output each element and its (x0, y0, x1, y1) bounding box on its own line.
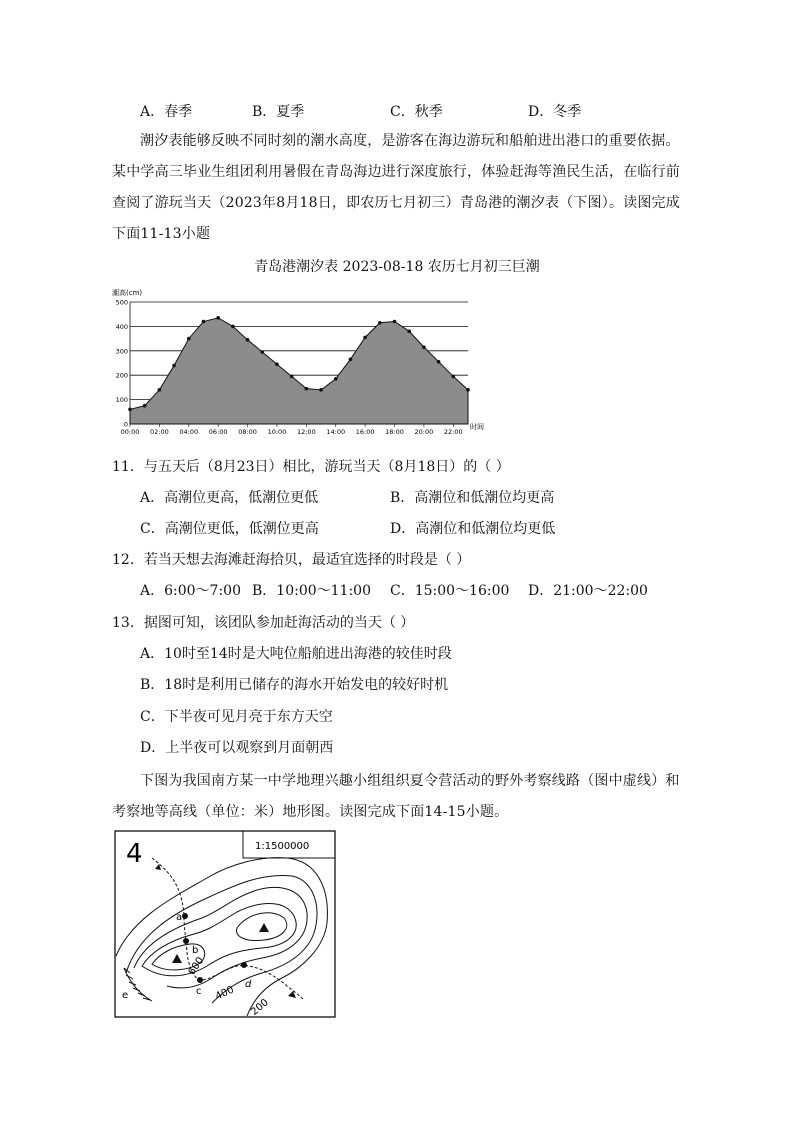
q11-option-c: C．高潮位更低，低潮位更高 (140, 521, 319, 537)
tide-point (319, 388, 323, 392)
y-axis-ticks (116, 299, 128, 429)
q11-option-a: A．高潮位更高，低潮位更低 (140, 490, 319, 506)
x-tick-label: 04:00 (179, 428, 199, 436)
x-tick-label: 14:00 (326, 428, 346, 436)
q11-stem: 11．与五天后（8月23日）相比，游玩当天（8月18日）的（ ） (112, 459, 510, 475)
q12-option-d: D．21:00～22:00 (528, 583, 648, 599)
q13-option-d: D．上半夜可以观察到月面朝西 (140, 740, 334, 756)
q13-option-b: B．18时是利用已储存的海水开始发电的较好时机 (140, 677, 449, 693)
q13-option-a: A．10时至14时是大吨位船舶进出海港的较佳时段 (140, 646, 452, 662)
tide-chart (112, 286, 482, 438)
point-a (182, 913, 188, 919)
q10-option-d: D．冬季 (528, 104, 582, 120)
x-axis-ticks (121, 424, 463, 436)
y-tick-label: 300 (115, 347, 128, 356)
tide-point (246, 338, 250, 342)
y-tick-label: 400 (115, 322, 128, 331)
y-axis-label: 潮高(cm) (112, 289, 143, 297)
tide-point (216, 316, 220, 320)
q13-option-c: C．下半夜可见月亮于东方天空 (140, 709, 333, 725)
tide-point (231, 325, 235, 329)
tide-point (172, 364, 176, 368)
x-axis-label: 时间 (470, 423, 484, 431)
q10-option-a: A．春季 (140, 104, 193, 120)
q12-option-b: B．10:00～11:00 (252, 583, 371, 599)
contour-label-600: 600 (186, 955, 207, 978)
tide-point (349, 358, 353, 362)
x-tick-label: 00:00 (120, 428, 140, 436)
label-b: b (192, 945, 199, 956)
q12-option-a: A．6:00～7:00 (140, 583, 241, 599)
tide-point (143, 404, 147, 408)
point-c (197, 977, 203, 983)
q12-option-c: C．15:00～16:00 (390, 583, 510, 599)
tide-point (290, 375, 294, 379)
y-tick-label: 500 (115, 298, 128, 307)
tide-point (202, 320, 206, 324)
x-tick-label: 20:00 (414, 428, 434, 436)
contour-label-200: 200 (249, 997, 271, 1018)
x-tick-label: 10:00 (267, 428, 287, 436)
x-tick-label: 08:00 (238, 428, 257, 436)
q11-option-b: B．高潮位和低潮位均更高 (390, 490, 555, 506)
tide-point (158, 388, 162, 392)
q10-option-b: B．夏季 (252, 104, 305, 120)
tide-point (437, 360, 441, 364)
x-tick-label: 16:00 (355, 428, 375, 436)
x-tick-label: 02:00 (150, 428, 169, 436)
y-tick-label: 100 (115, 396, 128, 405)
chart-title: 青岛港潮汐表 2023-08-18 农历七月初三巨潮 (254, 259, 540, 275)
label-a: a (176, 912, 183, 923)
tide-point (466, 388, 470, 392)
label-c: c (196, 986, 202, 997)
q13-stem: 13．据图可知，该团队参加赶海活动的当天（ ） (112, 615, 415, 631)
contour-label-400: 400 (213, 984, 236, 1003)
label-d: d (245, 979, 252, 990)
tide-point (260, 350, 264, 354)
y-tick-label: 0 (123, 420, 128, 429)
q12-stem: 12．若当天想去海滩赶海拾贝，最适宜选择的时段是（ ） (112, 552, 471, 568)
tide-point (378, 321, 382, 325)
tide-point (452, 375, 456, 379)
tide-point (422, 345, 426, 349)
x-tick-label: 18:00 (385, 428, 404, 436)
x-tick-label: 06:00 (208, 428, 228, 436)
tide-point (187, 337, 191, 341)
point-d (241, 962, 247, 968)
point-b (183, 938, 189, 944)
map-scale: 1:1500000 (255, 841, 310, 852)
label-e: e (122, 990, 129, 1001)
q10-option-c: C．秋季 (390, 104, 443, 120)
tide-point (128, 408, 132, 412)
intro-paragraph-14-15: 下图为我国南方某一中学地理兴趣小组组织夏令营活动的野外考察线路（图中虚线）和考察地等高线（单位：米）地形图。读图完成下面14-15小题。 (112, 773, 680, 820)
contour-map (112, 828, 338, 1020)
north-arrow-icon: 4 (126, 839, 143, 869)
x-tick-label: 12:00 (296, 428, 316, 436)
y-tick-label: 200 (115, 371, 128, 380)
q11-option-d: D．高潮位和低潮位均更低 (390, 521, 556, 537)
tide-point (393, 320, 397, 324)
x-tick-label: 22:00 (443, 428, 463, 436)
tide-point (407, 329, 411, 333)
tide-point (363, 336, 367, 340)
tide-point (305, 387, 309, 391)
intro-paragraph-11-13: 潮汐表能够反映不同时刻的潮水高度，是游客在海边游玩和船舶进出港口的重要依据。某中学高三毕业生组团利用暑假在青岛海边进行深度旅行，体验赶海等渔民生活，在临行前查阅了游玩当天（2023年8月18日，即农历七月初三）青岛港的潮汐表（下图）。读图完成下面11-13小题 (112, 133, 680, 242)
tide-area (130, 318, 468, 424)
tide-point (334, 377, 338, 381)
tide-point (275, 362, 279, 366)
